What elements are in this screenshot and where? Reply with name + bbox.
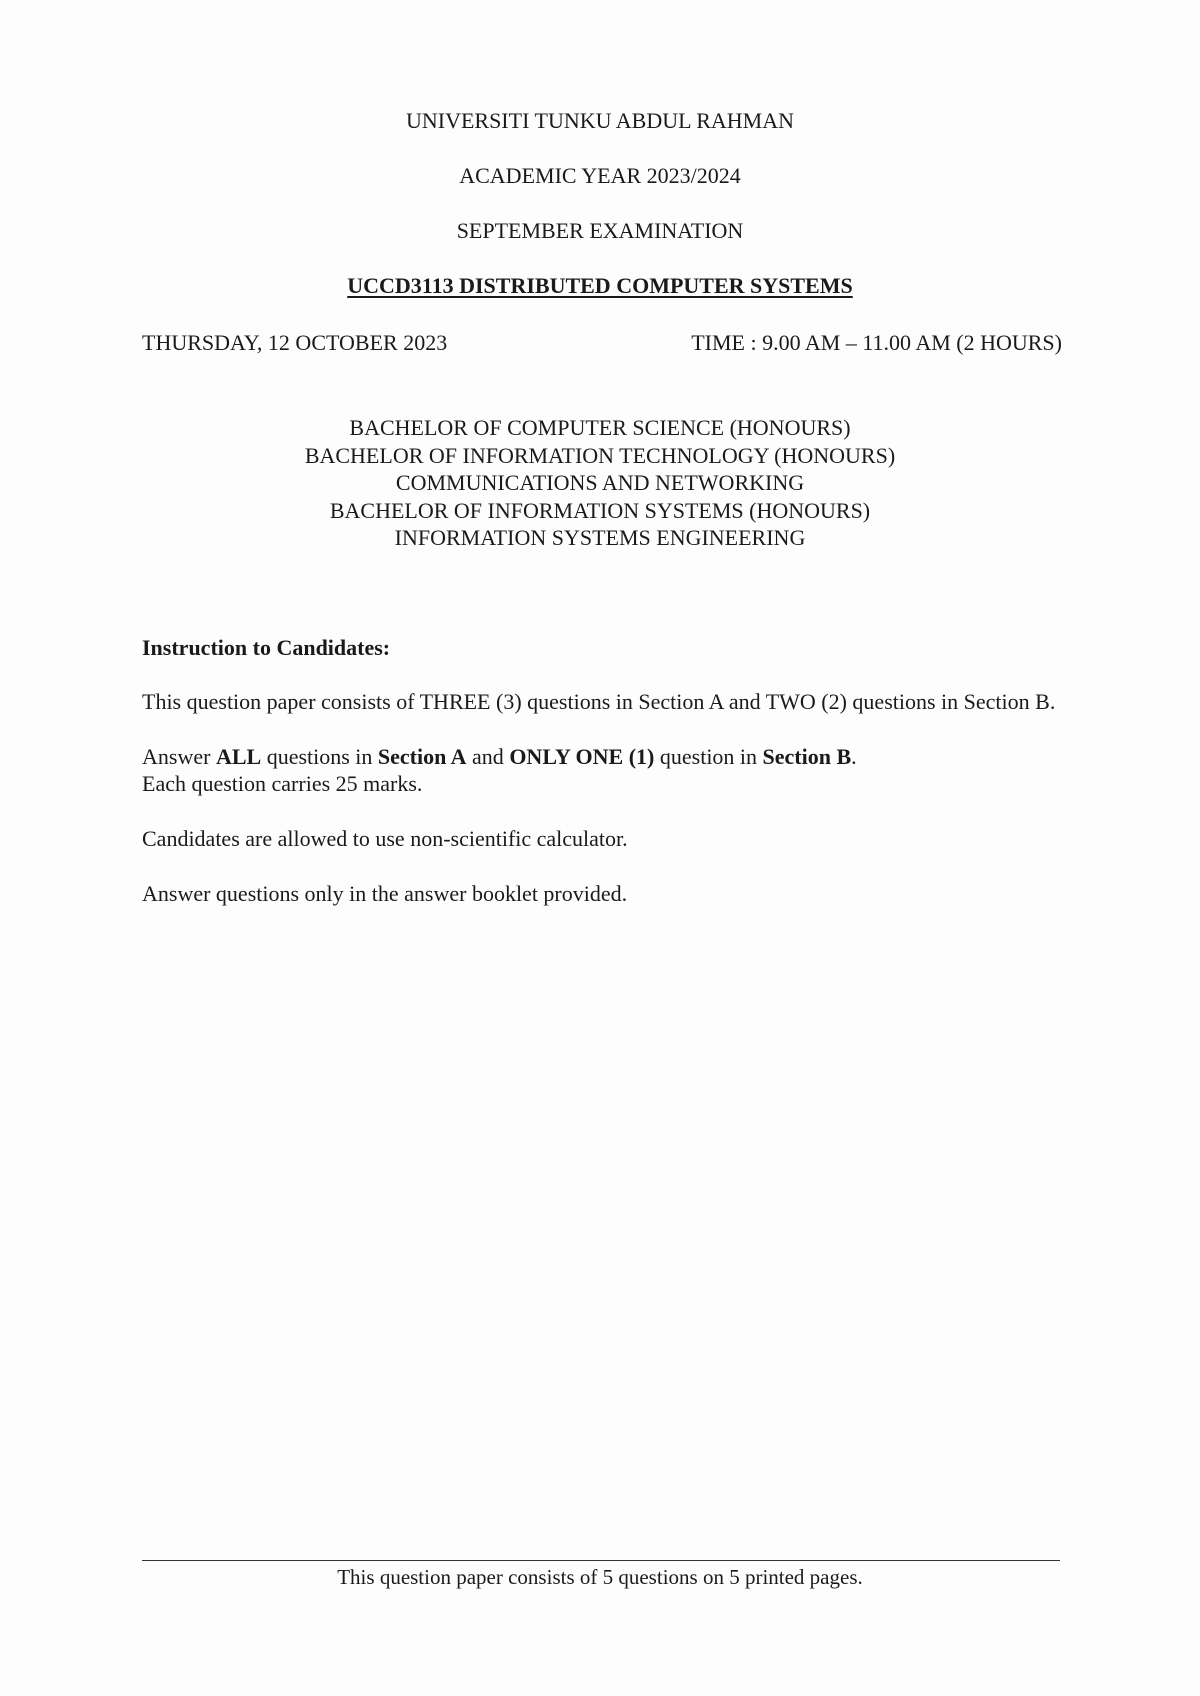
- exam-date: THURSDAY, 12 OCTOBER 2023: [142, 330, 448, 355]
- examination-title: SEPTEMBER EXAMINATION: [456, 218, 744, 243]
- footer-divider: [142, 1560, 1060, 1561]
- programme-item: BACHELOR OF COMPUTER SCIENCE (HONOURS): [349, 415, 851, 440]
- answer-requirement-note: [142, 743, 1062, 797]
- answer-text: question in: [654, 744, 763, 769]
- programme-item: BACHELOR OF INFORMATION TECHNOLOGY (HONOURS): [304, 442, 896, 468]
- marks-note: Each question carries 25 marks.: [142, 771, 423, 796]
- footer-page-count: This question paper consists of 5 questions on 5 printed pages.: [337, 1565, 863, 1589]
- answer-emphasis: Section B: [762, 744, 852, 769]
- answer-text: questions in: [261, 744, 378, 769]
- answer-emphasis: Section A: [377, 744, 467, 769]
- paper-structure-note: This question paper consists of THREE (3) questions in Section A and TWO (2) questions in Section B.: [142, 689, 1056, 714]
- instructions-section: [142, 634, 1062, 935]
- calculator-note: Candidates are allowed to use non-scientific calculator.: [142, 826, 628, 851]
- answer-emphasis: ONLY ONE (1): [509, 744, 655, 769]
- answer-text: and: [466, 744, 510, 769]
- course-title: UCCD3113 DISTRIBUTED COMPUTER SYSTEMS: [347, 273, 853, 298]
- answer-emphasis: ALL: [215, 744, 262, 769]
- programme-item: COMMUNICATIONS AND NETWORKING: [395, 470, 805, 495]
- university-name: UNIVERSITI TUNKU ABDUL RAHMAN: [405, 108, 795, 133]
- answer-text: Answer: [142, 744, 216, 769]
- answer-booklet-note: Answer questions only in the answer booklet provided.: [142, 881, 628, 906]
- exam-time: TIME : 9.00 AM – 11.00 AM (2 HOURS): [691, 330, 1062, 355]
- programme-item: INFORMATION SYSTEMS ENGINEERING: [394, 525, 806, 550]
- instructions-heading: Instruction to Candidates:: [142, 635, 391, 660]
- programme-item: BACHELOR OF INFORMATION SYSTEMS (HONOURS): [329, 497, 871, 523]
- answer-text: .: [851, 744, 857, 769]
- programme-list: [0, 414, 1200, 552]
- academic-year: ACADEMIC YEAR 2023/2024: [459, 163, 741, 188]
